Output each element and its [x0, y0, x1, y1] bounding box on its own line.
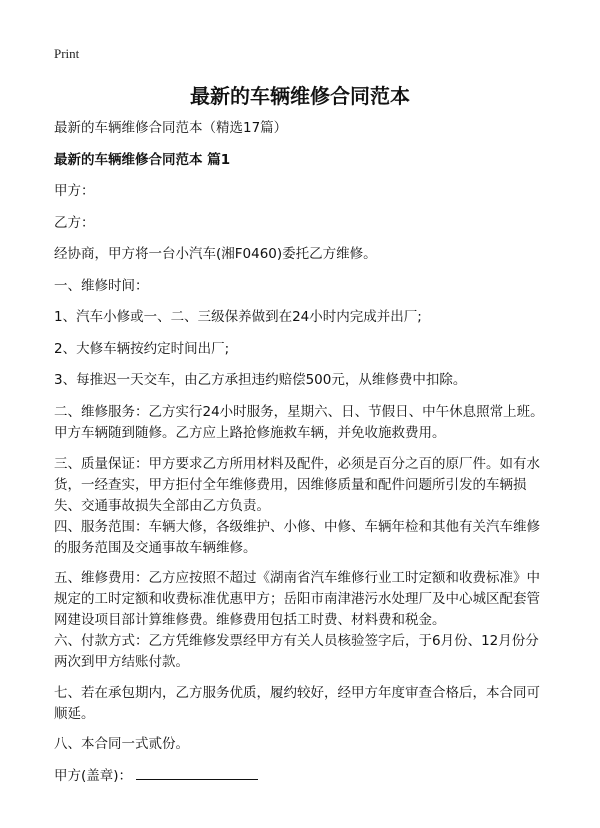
clause-5-fees: 五、维修费用：乙方应按照不超过《湖南省汽车维修行业工时定额和收费标准》中规定的工时定额和收费标准优惠甲方；岳阳市南津港污水处理厂及中心城区配套管网建设项目部计算维修费。维修费用包括工时费、材料费和税金。: [54, 570, 540, 628]
clause-6-payment: 六、付款方式：乙方凭维修发票经甲方有关人员核验签字后，于6月份、12月份分两次到甲方结账付款。: [54, 633, 539, 670]
document-title: 最新的车辆维修合同范本: [190, 84, 410, 108]
clause-1-heading: 一、维修时间：: [54, 278, 149, 294]
signature-blank: [136, 765, 258, 780]
signature-label: 甲方(盖章)：: [54, 768, 133, 784]
party-a-line: 甲方：: [54, 183, 95, 199]
signature-line: [54, 765, 550, 787]
clause-2-service: 二、维修服务：乙方实行24小时服务，星期六、日、节假日、中午休息照常上班。甲方车辆随到随修。乙方应上路抢修施救车辆，并免收施救费用。: [54, 404, 544, 441]
clause-4-scope: 四、服务范围：车辆大修，各级维护、小修、中修、车辆年检和其他有关汽车维修的服务范围及交通事故车辆维修。: [54, 519, 540, 556]
clause-1-item-2: 2、大修车辆按约定时间出厂;: [54, 341, 230, 357]
print-link[interactable]: Print: [54, 46, 80, 61]
clause-8-copies: 八、本合同一式贰份。: [54, 736, 189, 752]
clause-7-renewal: 七、若在承包期内，乙方服务优质，履约较好，经甲方年度审查合格后，本合同可顺延。: [54, 685, 540, 722]
clause-3-quality: 三、质量保证：甲方要求乙方所用材料及配件，必须是百分之百的原厂件。如有水货，一经查实，甲方拒付全年维修费用，因维修质量和配件问题所引发的车辆损失、交通事故损失全部由乙方负责。: [54, 456, 540, 514]
clause-1-item-1: 1、汽车小修或一、二、三级保养做到在24小时内完成并出厂;: [54, 309, 422, 325]
document-subtitle: 最新的车辆维修合同范本（精选17篇）: [54, 120, 288, 136]
clause-1-item-3: 3、每推迟一天交车，由乙方承担违约赔偿500元，从维修费中扣除。: [54, 372, 467, 388]
section-heading: 最新的车辆维修合同范本 篇1: [54, 152, 231, 168]
party-b-line: 乙方：: [54, 215, 95, 231]
intro-paragraph: 经协商，甲方将一台小汽车(湘F0460)委托乙方维修。: [54, 246, 377, 262]
